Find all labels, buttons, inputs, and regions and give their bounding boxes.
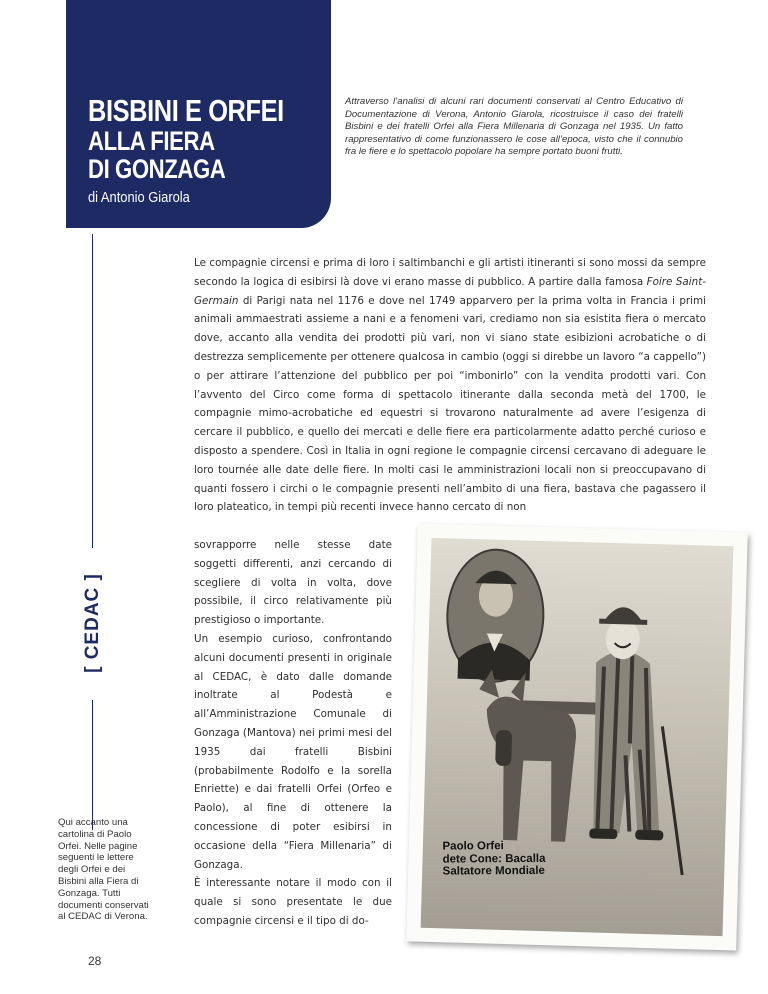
article-body-full-width — [194, 254, 706, 517]
postcard-image — [421, 538, 734, 936]
title-line-1: BISBINI E ORFEI — [88, 93, 284, 128]
title-line-3: DI GONZAGA — [88, 154, 226, 184]
section-divider-bottom — [92, 700, 93, 830]
body-italic-term: Foire Saint-Germain — [194, 275, 706, 307]
body-paragraph-1-end: sovrapporre nelle stesse date soggetti differenti, anzi cercando di scegliere di volta in volta, dove possibile, il circo relativamente più prestigioso o importante. — [194, 539, 392, 627]
image-caption: Qui accanto una cartolina di Paolo Orfei. Nelle pagine seguenti le lettere degli Orfei e dei Bisbini alla Fiera di Gonzaga. Tutti documenti conservati al CEDAC di Verona. — [58, 817, 149, 923]
section-label — [73, 548, 113, 698]
section-divider-top — [92, 234, 93, 548]
page-number: 28 — [88, 954, 102, 968]
body-paragraph-2: Un esempio curioso, confrontando alcuni documenti presenti in originale al CEDAC, è dato dalle domande inoltrate al Podestà e all’Amministrazione Comunale di Gonzaga (Mantova) nei primi mesi del 1935 dai fratelli Bisbini (probabilmente Rodolfo e la sorella Enriette) e dai fratelli Orfei (Orfeo e Paolo), al fine di ottenere la concessione di poter esibirsi in occasione della “Fiera Millenaria” di Gonzaga. — [194, 632, 392, 871]
article-body-column — [194, 536, 392, 931]
body-paragraph-3: È interessante notare il modo con il quale si sono presentate le due compagnie circensi e il tipo di do- — [194, 877, 392, 927]
postcard-photo — [406, 523, 748, 950]
title-line-2: ALLA FIERA — [88, 126, 215, 156]
postcard-caption: Paolo Orfei dete Cone: Bacalla Saltatore Mondiale — [442, 840, 546, 878]
section-label-text: [ CEDAC ] — [82, 573, 103, 673]
article-intro: Attraverso l’analisi di alcuni rari documenti conservati al Centro Educativo di Documentazione di Verona, Antonio Giarola, ricostruisce il caso dei fratelli Bisbini e dei fratelli Orfei alla Fiera Millenaria di Gonzaga nel 1935. Un fatto rappresentativo di come funzionassero le cose all’epoca, visto che il connubio fra le fiere e lo spettacolo popolare ha sempre portato buoni frutti. — [345, 96, 683, 158]
article-title — [88, 94, 284, 183]
article-author: di Antonio Giarola — [88, 189, 190, 206]
body-paragraph-1: Le compagnie circensi e prima di loro i saltimbanchi e gli artisti itineranti si sono mossi da sempre secondo la logica di esibirsi là dove vi erano masse di pubblico. A partire dalla famosa Foire Saint-Germain di Parigi nata nel 1176 e dove nel 1749 apparvero per la prima volta in Francia i primi animali ammaestrati assieme a nani e a fenomeni vari, crediamo non sia esistita fiera o mercato dove, accanto alla vendita dei prodotti più vari, non vi siano state esibizioni acrobatiche o di destrezza semplicemente per ottenere qualcosa in cambio (oggi si direbbe un lavoro “a cappello”) o per attirare l’attenzione del pubblico per poi “imbonirlo” con la vendita prodotti vari. Con l’avvento del Circo come forma di spettacolo itinerante dalla seconda metà del 1700, le compagnie mimo-acrobatiche ed equestri si trovarono naturalmente ad avere l’esigenza di cercare il pubblico, e quello dei mercati e delle fiere era particolarmente adatto perché curioso e disposto a spendere. Così in Italia in ogni regione le compagnie circensi cercavano di adeguare le loro tournée alle date delle fiere. In molti casi le amministrazioni locali non si preoccupavano di quanti fossero i circhi o le compagnie presenti nell’ambito di una fiera, bastava che pagassero il loro plateatico, in tempi più recenti invece hanno cercato di non — [194, 257, 706, 514]
